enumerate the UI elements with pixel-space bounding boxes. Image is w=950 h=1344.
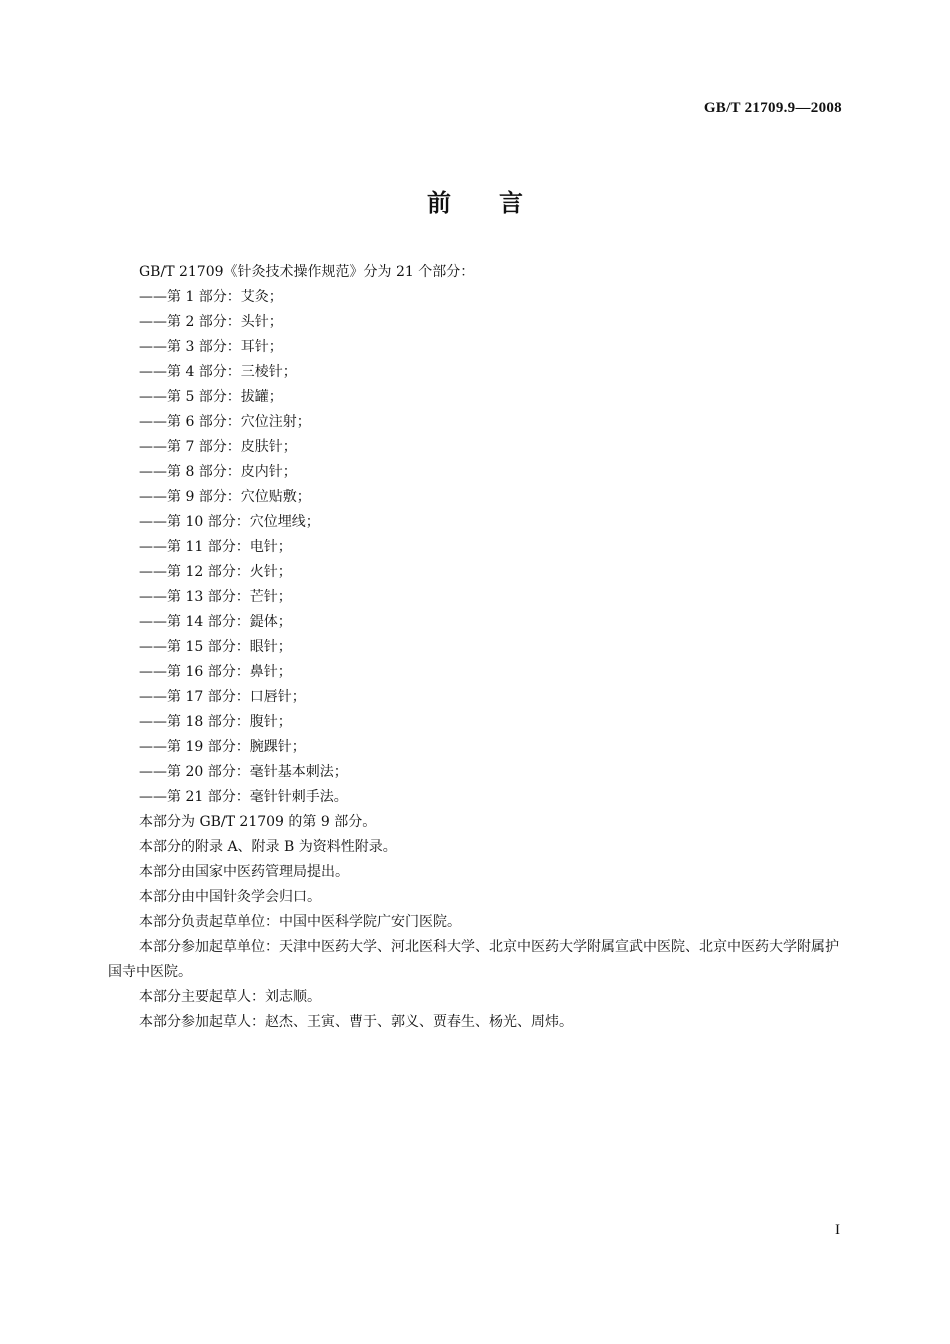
participating-units-statement: 本部分参加起草单位：天津中医药大学、河北医科大学、北京中医药大学附属宣武中医院、北京中医药大学附属护国寺中医院。 [108,939,839,980]
list-item: ——第 12 部分：火针； [139,564,292,580]
list-item: ——第 11 部分：电针； [139,539,292,555]
list-item: ——第 4 部分：三棱针； [139,364,297,380]
page-number: I [835,1222,840,1238]
list-item: ——第 14 部分：鍉体； [139,614,292,630]
list-item: ——第 19 部分：腕踝针； [139,739,306,755]
parts-list [108,285,844,810]
proposed-by-statement: 本部分由国家中医药管理局提出。 [139,864,349,880]
intro-paragraph: GB/T 21709《针灸技术操作规范》分为 21 个部分： [139,264,475,280]
list-item: ——第 21 部分：毫针针刺手法。 [139,789,348,805]
list-item: ——第 3 部分：耳针； [139,339,283,355]
list-item: ——第 6 部分：穴位注射； [139,414,311,430]
list-item: ——第 9 部分：穴位贴敷； [139,489,311,505]
list-item: ——第 10 部分：穴位埋线； [139,514,320,530]
standard-number: GB/T 21709.9—2008 [703,100,842,116]
main-drafter-statement: 本部分主要起草人：刘志顺。 [139,989,321,1005]
list-item: ——第 5 部分：拔罐； [139,389,283,405]
list-item: ——第 16 部分：鼻针； [139,664,292,680]
list-item: ——第 20 部分：毫针基本刺法； [139,764,348,780]
appendix-statement: 本部分的附录 A、附录 B 为资料性附录。 [139,839,397,855]
list-item: ——第 17 部分：口唇针； [139,689,306,705]
list-item: ——第 18 部分：腹针； [139,714,292,730]
participating-drafters-statement: 本部分参加起草人：赵杰、王寅、曹于、郭义、贾春生、杨光、周炜。 [139,1014,573,1030]
lead-drafting-unit-statement: 本部分负责起草单位：中国中医科学院广安门医院。 [139,914,461,930]
foreword-body [108,260,844,1035]
page-title: 前言 [427,189,571,217]
list-item: ——第 1 部分：艾灸； [139,289,283,305]
part-number-statement: 本部分为 GB/T 21709 的第 9 部分。 [139,814,377,830]
centralized-by-statement: 本部分由中国针灸学会归口。 [139,889,321,905]
list-item: ——第 13 部分：芒针； [139,589,292,605]
list-item: ——第 7 部分：皮肤针； [139,439,297,455]
list-item: ——第 8 部分：皮内针； [139,464,297,480]
list-item: ——第 2 部分：头针； [139,314,283,330]
list-item: ——第 15 部分：眼针； [139,639,292,655]
